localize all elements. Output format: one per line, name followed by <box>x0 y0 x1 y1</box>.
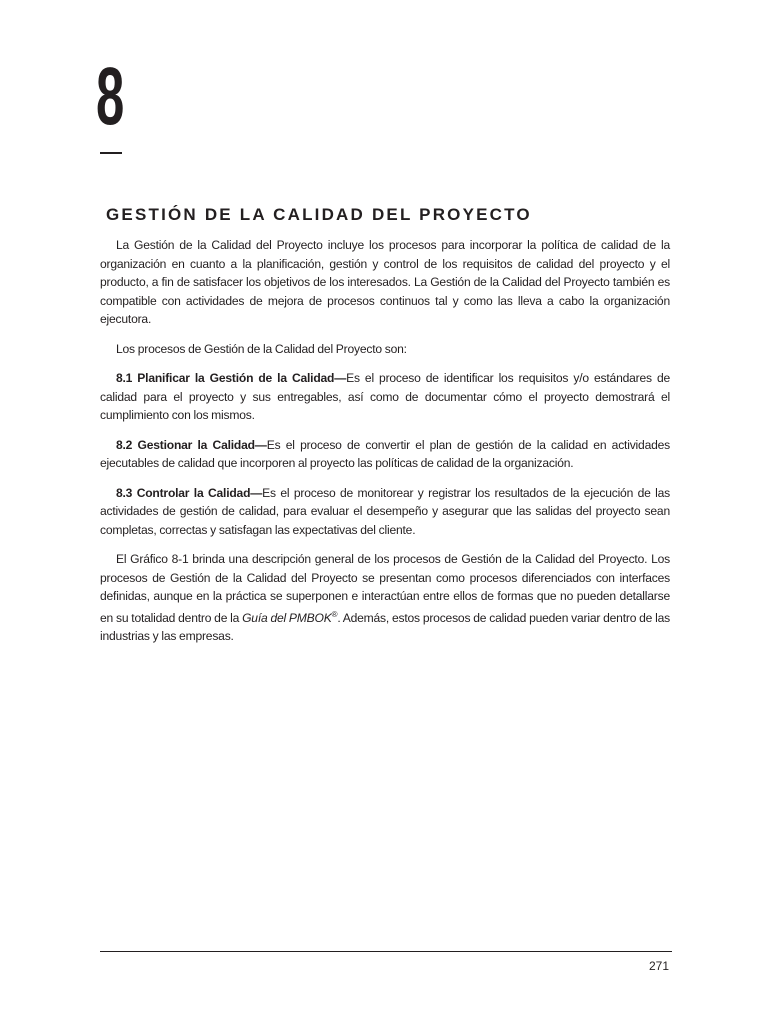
process-text-8-1: Es el proceso de identificar los requisitos y/o estándares de calidad para el proyecto y sus entregables, así como de documentar cómo el proyecto demostrará el cumplimiento con los mismos. <box>100 371 670 422</box>
process-item-8-2 <box>100 436 670 473</box>
process-item-8-3 <box>100 484 670 540</box>
processes-intro-paragraph: Los procesos de Gestión de la Calidad del Proyecto son: <box>116 341 407 356</box>
intro-paragraph: La Gestión de la Calidad del Proyecto incluye los procesos para incorporar la política de calidad de la organización en cuanto a la planificación, gestión y control de los requisitos de calidad del proyecto y el producto, a fin de satisfacer los objetivos de los interesados. La Gestión de la Calidad del Proyecto también es compatible con actividades de mejora de procesos continuos tal y como las lleva a cabo la organización ejecutora. <box>100 238 670 326</box>
process-title-8-2: 8.2 Gestionar la Calidad— <box>116 437 267 452</box>
chapter-number: 8 <box>96 51 125 142</box>
process-title-8-3: 8.3 Controlar la Calidad— <box>116 485 263 500</box>
page-number: 271 <box>648 959 669 973</box>
footer-rule <box>100 951 672 952</box>
pmbok-guide-title: Guía del PMBOK <box>242 610 332 625</box>
process-text-8-3: Es el proceso de monitorear y registrar los resultados de la ejecución de las actividades de gestión de calidad, para evaluar el desempeño y asegurar que las salidas del proyecto sean completas, correctas y satisfagan las expectativas del cliente. <box>100 485 670 537</box>
chapter-title: GESTIÓN DE LA CALIDAD DEL PROYECTO <box>106 205 532 224</box>
process-item-8-1 <box>100 369 670 425</box>
chapter-body <box>100 236 670 657</box>
closing-text-part1: El Gráfico 8-1 brinda una descripción general de los procesos de Gestión de la Calidad del Proyecto. Los procesos de Gestión de la Calidad del Proyecto se presentan como procesos diferenciados con interfaces definidas, aunque en la práctica se superponen e interactúan entre ellos de formas que no pueden detallarse en su totalidad dentro de la <box>100 552 670 625</box>
process-text-8-2: Es el proceso de convertir el plan de gestión de la calidad en actividades ejecutables de calidad que incorporen al proyecto las políticas de calidad de la organización. <box>100 437 670 470</box>
chapter-rule <box>100 152 122 154</box>
closing-paragraph <box>100 550 670 646</box>
closing-text-part2: . Además, estos procesos de calidad pueden variar dentro de las industrias y las empresas. <box>100 610 670 644</box>
registered-mark: ® <box>331 609 338 619</box>
process-title-8-1: 8.1 Planificar la Gestión de la Calidad— <box>116 371 347 385</box>
